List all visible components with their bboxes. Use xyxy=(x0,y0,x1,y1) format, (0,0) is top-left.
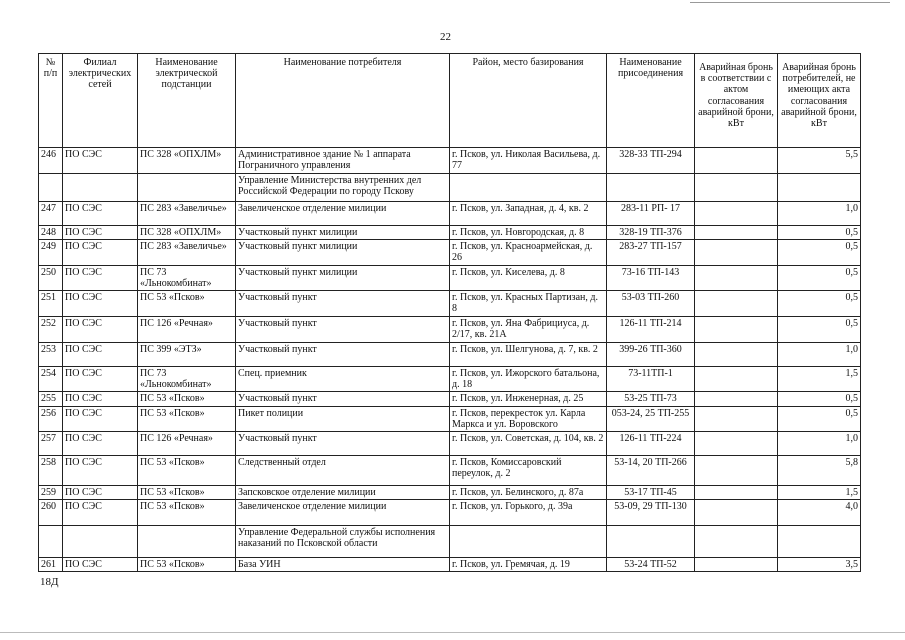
header-cell: Наименование потребителя xyxy=(236,54,450,148)
branch-cell: ПО СЭС xyxy=(63,240,138,265)
location-cell: г. Псков, ул. Красных Партизан, д. 8 xyxy=(450,290,607,316)
connection-cell: 53-03 ТП-260 xyxy=(607,290,695,316)
page-number: 22 xyxy=(440,31,451,43)
reserve-no-act-cell: 0,5 xyxy=(778,290,861,316)
header-cell: Аварийная бронь в соответствии с актом согласования аварийной брони, кВт xyxy=(695,54,778,148)
table-row xyxy=(39,392,861,406)
consumer-cell: Участковый пункт xyxy=(236,431,450,455)
header-cell: № п/п xyxy=(39,54,63,148)
connection-cell: 283-11 РП- 17 xyxy=(607,202,695,226)
substation-cell: ПС 53 «Псков» xyxy=(138,392,236,406)
branch-cell: ПО СЭС xyxy=(63,431,138,455)
reserve-act-cell xyxy=(695,316,778,342)
row-number: 253 xyxy=(39,342,63,366)
branch-cell: ПО СЭС xyxy=(63,455,138,485)
location-cell: г. Псков, ул. Новгородская, д. 8 xyxy=(450,226,607,240)
branch-cell: ПО СЭС xyxy=(63,392,138,406)
location-cell: г. Псков, перекресток ул. Карла Маркса и ул. Воровского xyxy=(450,406,607,431)
consumer-cell: Управление Министерства внутренних дел Российской Федерации по городу Пскову xyxy=(236,174,450,202)
branch-cell: ПО СЭС xyxy=(63,558,138,572)
location-cell xyxy=(450,174,607,202)
scan-artifact-bottom xyxy=(0,632,905,633)
consumer-cell: Участковый пункт милиции xyxy=(236,226,450,240)
reserve-no-act-cell: 1,0 xyxy=(778,342,861,366)
reserve-no-act-cell: 1,5 xyxy=(778,485,861,499)
row-number: 258 xyxy=(39,455,63,485)
location-cell: г. Псков, ул. Гремячая, д. 19 xyxy=(450,558,607,572)
branch-cell: ПО СЭС xyxy=(63,485,138,499)
row-number: 249 xyxy=(39,240,63,265)
location-cell: г. Псков, ул. Горького, д. 39а xyxy=(450,500,607,526)
row-number: 254 xyxy=(39,366,63,391)
reserve-no-act-cell: 0,5 xyxy=(778,226,861,240)
table-header-row xyxy=(39,54,861,148)
reserve-no-act-cell: 1,5 xyxy=(778,366,861,391)
connection-cell xyxy=(607,526,695,558)
branch-cell xyxy=(63,526,138,558)
branch-cell: ПО СЭС xyxy=(63,316,138,342)
branch-cell: ПО СЭС xyxy=(63,342,138,366)
reserve-act-cell xyxy=(695,500,778,526)
location-cell: г. Псков, ул. Западная, д. 4, кв. 2 xyxy=(450,202,607,226)
reserve-no-act-cell: 0,5 xyxy=(778,392,861,406)
reserve-act-cell xyxy=(695,526,778,558)
connection-cell: 328-19 ТП-376 xyxy=(607,226,695,240)
reserve-no-act-cell: 4,0 xyxy=(778,500,861,526)
location-cell: г. Псков, ул. Шелгунова, д. 7, кв. 2 xyxy=(450,342,607,366)
reserve-act-cell xyxy=(695,148,778,174)
reserve-no-act-cell: 5,5 xyxy=(778,148,861,174)
branch-cell: ПО СЭС xyxy=(63,500,138,526)
branch-cell: ПО СЭС xyxy=(63,226,138,240)
connection-cell: 126-11 ТП-214 xyxy=(607,316,695,342)
substation-cell: ПС 53 «Псков» xyxy=(138,455,236,485)
consumer-cell: Участковый пункт xyxy=(236,342,450,366)
row-number xyxy=(39,174,63,202)
scan-artifact-top xyxy=(690,2,890,3)
table-row xyxy=(39,366,861,391)
row-number: 257 xyxy=(39,431,63,455)
table-row xyxy=(39,526,861,558)
connection-cell: 283-27 ТП-157 xyxy=(607,240,695,265)
connection-cell: 126-11 ТП-224 xyxy=(607,431,695,455)
consumer-cell: Пикет полиции xyxy=(236,406,450,431)
row-number: 246 xyxy=(39,148,63,174)
substation-cell: ПС 126 «Речная» xyxy=(138,431,236,455)
reserve-act-cell xyxy=(695,290,778,316)
location-cell: г. Псков, ул. Белинского, д. 87а xyxy=(450,485,607,499)
branch-cell xyxy=(63,174,138,202)
substation-cell: ПС 53 «Псков» xyxy=(138,406,236,431)
location-cell: г. Псков, ул. Инженерная, д. 25 xyxy=(450,392,607,406)
connection-cell: 53-17 ТП-45 xyxy=(607,485,695,499)
substation-cell: ПС 283 «Завеличье» xyxy=(138,202,236,226)
location-cell xyxy=(450,526,607,558)
table-row xyxy=(39,500,861,526)
location-cell: г. Псков, ул. Красноармейская, д. 26 xyxy=(450,240,607,265)
connection-cell: 53-24 ТП-52 xyxy=(607,558,695,572)
table-row xyxy=(39,240,861,265)
table-row xyxy=(39,342,861,366)
reserve-act-cell xyxy=(695,392,778,406)
connection-cell: 399-26 ТП-360 xyxy=(607,342,695,366)
header-cell: Наименование электрической подстанции xyxy=(138,54,236,148)
substation-cell xyxy=(138,174,236,202)
reserve-no-act-cell: 0,5 xyxy=(778,406,861,431)
row-number: 259 xyxy=(39,485,63,499)
substation-cell: ПС 53 «Псков» xyxy=(138,500,236,526)
header-cell: Аварийная бронь потребителей, не имеющих акта согласования аварийной брони, кВт xyxy=(778,54,861,148)
consumer-cell: Участковый пункт милиции xyxy=(236,265,450,290)
location-cell: г. Псков, ул. Николая Васильева, д. 77 xyxy=(450,148,607,174)
consumer-cell: Участковый пункт xyxy=(236,290,450,316)
reserve-act-cell xyxy=(695,485,778,499)
reserve-act-cell xyxy=(695,202,778,226)
header-cell: Наименование присоединения xyxy=(607,54,695,148)
branch-cell: ПО СЭС xyxy=(63,202,138,226)
table-row xyxy=(39,226,861,240)
reserve-no-act-cell: 0,5 xyxy=(778,265,861,290)
consumer-cell: Завеличенское отделение милиции xyxy=(236,500,450,526)
consumer-cell: База УИН xyxy=(236,558,450,572)
location-cell: г. Псков, ул. Советская, д. 104, кв. 2 xyxy=(450,431,607,455)
consumer-cell: Спец. приемник xyxy=(236,366,450,391)
table-row xyxy=(39,148,861,174)
branch-cell: ПО СЭС xyxy=(63,148,138,174)
reserve-no-act-cell: 5,8 xyxy=(778,455,861,485)
row-number: 256 xyxy=(39,406,63,431)
header-cell: Район, место базирования xyxy=(450,54,607,148)
reserve-no-act-cell: 3,5 xyxy=(778,558,861,572)
reserve-act-cell xyxy=(695,226,778,240)
table-row xyxy=(39,455,861,485)
connection-cell: 53-14, 20 ТП-266 xyxy=(607,455,695,485)
substation-cell: ПС 283 «Завеличье» xyxy=(138,240,236,265)
substation-cell: ПС 53 «Псков» xyxy=(138,558,236,572)
table-row xyxy=(39,485,861,499)
reserve-act-cell xyxy=(695,455,778,485)
reserve-no-act-cell: 1,0 xyxy=(778,202,861,226)
branch-cell: ПО СЭС xyxy=(63,290,138,316)
row-number: 261 xyxy=(39,558,63,572)
location-cell: г. Псков, ул. Ижорского батальона, д. 18 xyxy=(450,366,607,391)
substation-cell: ПС 53 «Псков» xyxy=(138,290,236,316)
reserve-no-act-cell xyxy=(778,526,861,558)
consumer-cell: Управление Федеральной службы исполнения наказаний по Псковской области xyxy=(236,526,450,558)
location-cell: г. Псков, Комиссаровский переулок, д. 2 xyxy=(450,455,607,485)
consumer-cell: Завеличенское отделение милиции xyxy=(236,202,450,226)
consumer-cell: Участковый пункт xyxy=(236,316,450,342)
reserve-no-act-cell: 0,5 xyxy=(778,316,861,342)
row-number xyxy=(39,526,63,558)
table-row xyxy=(39,431,861,455)
table-row xyxy=(39,202,861,226)
footer-code: 18Д xyxy=(40,576,59,588)
table-row xyxy=(39,558,861,572)
consumer-cell: Административное здание № 1 аппарата Пограничного управления xyxy=(236,148,450,174)
substation-cell: ПС 73 «Льнокомбинат» xyxy=(138,366,236,391)
reserve-act-cell xyxy=(695,406,778,431)
substation-cell: ПС 126 «Речная» xyxy=(138,316,236,342)
reserve-act-cell xyxy=(695,240,778,265)
substation-cell: ПС 328 «ОПХЛМ» xyxy=(138,148,236,174)
row-number: 248 xyxy=(39,226,63,240)
consumer-cell: Участковый пункт милиции xyxy=(236,240,450,265)
connection-cell: 53-25 ТП-73 xyxy=(607,392,695,406)
consumer-cell: Следственный отдел xyxy=(236,455,450,485)
consumer-cell: Участковый пункт xyxy=(236,392,450,406)
branch-cell: ПО СЭС xyxy=(63,406,138,431)
row-number: 252 xyxy=(39,316,63,342)
reserve-act-cell xyxy=(695,431,778,455)
branch-cell: ПО СЭС xyxy=(63,265,138,290)
connection-cell: 053-24, 25 ТП-255 xyxy=(607,406,695,431)
table-row xyxy=(39,406,861,431)
substation-cell: ПС 73 «Льнокомбинат» xyxy=(138,265,236,290)
row-number: 260 xyxy=(39,500,63,526)
row-number: 255 xyxy=(39,392,63,406)
reserve-no-act-cell: 1,0 xyxy=(778,431,861,455)
reserve-no-act-cell xyxy=(778,174,861,202)
reserve-act-cell xyxy=(695,342,778,366)
table-row xyxy=(39,174,861,202)
row-number: 250 xyxy=(39,265,63,290)
reserve-no-act-cell: 0,5 xyxy=(778,240,861,265)
emergency-reserve-table xyxy=(38,53,861,572)
row-number: 251 xyxy=(39,290,63,316)
connection-cell: 73-11ТП-1 xyxy=(607,366,695,391)
reserve-act-cell xyxy=(695,174,778,202)
reserve-act-cell xyxy=(695,558,778,572)
header-cell: Филиал электрических сетей xyxy=(63,54,138,148)
substation-cell: ПС 399 «ЭТЗ» xyxy=(138,342,236,366)
connection-cell: 73-16 ТП-143 xyxy=(607,265,695,290)
connection-cell xyxy=(607,174,695,202)
branch-cell: ПО СЭС xyxy=(63,366,138,391)
reserve-act-cell xyxy=(695,366,778,391)
substation-cell: ПС 328 «ОПХЛМ» xyxy=(138,226,236,240)
substation-cell: ПС 53 «Псков» xyxy=(138,485,236,499)
row-number: 247 xyxy=(39,202,63,226)
consumer-cell: Запсковское отделение милиции xyxy=(236,485,450,499)
reserve-act-cell xyxy=(695,265,778,290)
table-row xyxy=(39,265,861,290)
location-cell: г. Псков, ул. Яна Фабрициуса, д. 2/17, кв. 21А xyxy=(450,316,607,342)
location-cell: г. Псков, ул. Киселева, д. 8 xyxy=(450,265,607,290)
substation-cell xyxy=(138,526,236,558)
connection-cell: 53-09, 29 ТП-130 xyxy=(607,500,695,526)
connection-cell: 328-33 ТП-294 xyxy=(607,148,695,174)
table-row xyxy=(39,290,861,316)
table-row xyxy=(39,316,861,342)
